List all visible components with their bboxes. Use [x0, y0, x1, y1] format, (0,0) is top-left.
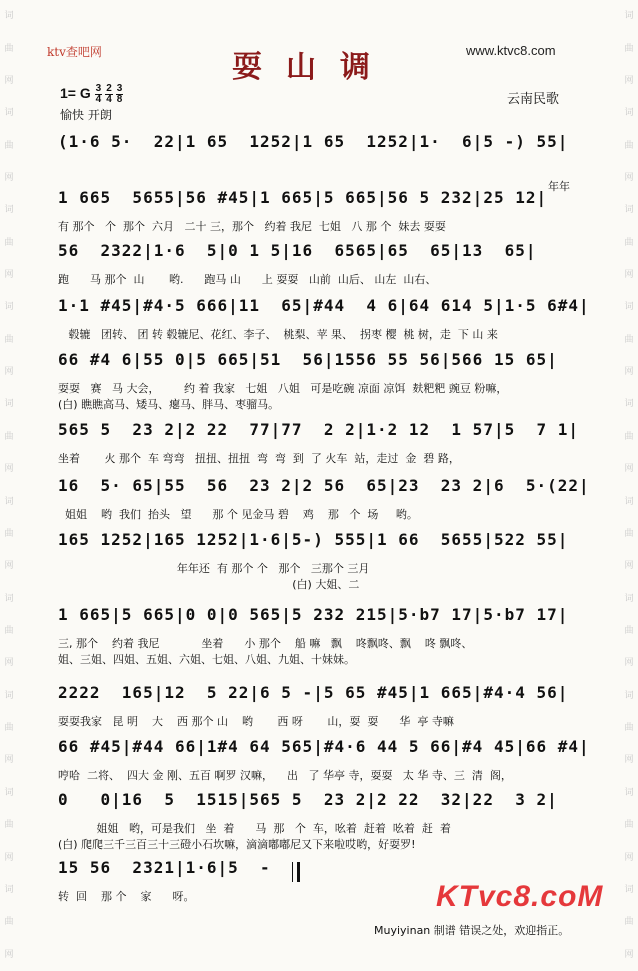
side-mark: 曲: [4, 237, 14, 248]
side-mark: 网: [4, 172, 14, 183]
lyrics-text: (白) 大姐、二: [58, 578, 360, 591]
lyrics-text: 毂辘 团转、 团 转 毂辘尼、花红、李子、 桃梨、苹 果、 拐枣 樱 桃 树，走 下 山 来: [58, 328, 498, 341]
side-mark: 曲: [624, 43, 634, 54]
notation-text: 66 #4 6|55 0|5 665|51 56|1556 55 56|566 15 65|: [58, 350, 558, 369]
time-sig-num: 2: [106, 83, 112, 94]
side-mark: 网: [4, 852, 14, 863]
lyrics-text: 跑 马 那个 山 哟. 跑马 山 上 耍耍 山前 山后、 山左 山右、: [58, 273, 437, 286]
notation-text: 56 2322|1·6 5|0 1 5|16 6565|65 65|13 65|: [58, 241, 537, 260]
song-origin: 云南民歌: [507, 92, 560, 107]
side-mark: 词: [4, 108, 14, 119]
side-mark: 网: [624, 561, 634, 572]
side-mark: 词: [624, 593, 634, 604]
side-mark: 曲: [4, 431, 14, 442]
side-mark: 曲: [624, 820, 634, 831]
side-mark: 曲: [624, 917, 634, 928]
side-mark: 词: [624, 108, 634, 119]
side-mark: 词: [4, 205, 14, 216]
side-mark: 曲: [4, 820, 14, 831]
watermark-ktv: ktv查吧网: [47, 45, 102, 59]
side-mark: 词: [624, 205, 634, 216]
credit-line: Muyiyinan 制谱 错误之处，欢迎指正。: [374, 924, 570, 937]
time-sig-num: 3: [95, 83, 102, 94]
lyrics-text: 哼哈 二将、 四大 金 刚、五百 啊罗 汉嘛， 出 了 华亭 寺，耍耍 太 华 寺、三 清 阁，: [58, 769, 512, 782]
side-mark: 网: [624, 852, 634, 863]
notation-text: 1 665|5 665|0 0|0 565|5 232 215|5·b7 17|5·b7 17|: [58, 605, 569, 624]
side-mark: 词: [4, 593, 14, 604]
side-mark: 曲: [4, 43, 14, 54]
side-mark: 网: [624, 172, 634, 183]
lyrics-text: 耍耍我家 昆 明 大 西 那个 山 哟 西 呀 山，耍 耍 华 亭 寺嘛: [58, 715, 454, 728]
side-mark: 词: [624, 11, 634, 22]
side-mark: 词: [624, 302, 634, 313]
time-sig-den: 4: [106, 94, 112, 105]
side-mark: 网: [4, 464, 14, 475]
side-mark: 网: [4, 658, 14, 669]
side-mark: 曲: [4, 528, 14, 539]
side-mark: 网: [4, 367, 14, 378]
side-mark: 词: [4, 302, 14, 313]
side-mark: 曲: [4, 334, 14, 345]
side-mark: 网: [4, 755, 14, 766]
lyrics-text: 姐、三姐、四姐、五姐、六姐、七姐、八姐、九姐、十妹妹。: [58, 653, 355, 666]
side-mark: 词: [4, 399, 14, 410]
side-mark: 网: [4, 75, 14, 86]
notation-text: 1·1 #45|#4·5 666|11 65|#44 4 6|64 614 5|1·5 6#4|: [58, 296, 590, 315]
side-mark: 曲: [624, 334, 634, 345]
lyrics-text: 耍耍 赛 马 大会， 约 着 我家 七姐 八姐 可是吃碗 凉面 凉饵 麸粑粑 豌豆 粉嘛，: [58, 382, 508, 395]
side-mark: 网: [4, 270, 14, 281]
side-mark: 词: [624, 884, 634, 895]
lyrics-text: 姐姐 哟 我们 抬头 望 那 个 见金马 碧 鸡 那 个 场 哟。: [58, 508, 418, 521]
key-signature: [60, 84, 126, 105]
lyrics-text: (白) 瞧瞧高马、矮马、瘪马、胖马、枣骝马。: [58, 398, 280, 411]
side-mark: 词: [4, 690, 14, 701]
time-sig-num: 3: [116, 83, 123, 94]
side-mark: 曲: [4, 140, 14, 151]
side-mark: 曲: [624, 237, 634, 248]
notation-text: 0 0|16 5 1515|565 5 23 2|2 22 32|22 3 2|: [58, 790, 558, 809]
side-mark: 网: [624, 658, 634, 669]
side-watermark-right: [622, 0, 636, 971]
side-mark: 曲: [624, 431, 634, 442]
ktvc8-logo: KTvc8.coM: [436, 880, 604, 913]
side-mark: 词: [4, 787, 14, 798]
final-barline-thick: [297, 862, 300, 882]
side-mark: 词: [4, 496, 14, 507]
side-mark: 网: [624, 755, 634, 766]
time-signature: [105, 84, 113, 105]
side-mark: 词: [4, 884, 14, 895]
lyrics-text: 年年还 有 那个 个 那个 三那个 三月: [58, 562, 370, 575]
side-watermark-left: [2, 0, 16, 971]
lyrics-text: 坐着 火 那个 车 弯弯 扭扭、扭扭 弯 弯 到 了 火车 站，走过 金 碧 路，: [58, 452, 460, 465]
side-mark: 词: [4, 11, 14, 22]
notation-text: 15 56 2321|1·6|5 -: [58, 858, 271, 877]
side-mark: 曲: [624, 140, 634, 151]
site-url[interactable]: www.ktvc8.com: [466, 43, 556, 58]
side-mark: 曲: [624, 626, 634, 636]
side-mark: 词: [624, 399, 634, 410]
notation-text: (1·6 5· 22|1 65 1252|1 65 1252|1· 6|5 -) 55|: [58, 132, 569, 151]
lyrics-text: (白) 爬爬三千三百三十三磴小石坎嘛，滴滴嘟嘟尼又下来啦哎哟，好耍罗!: [58, 838, 416, 851]
time-signatures: [95, 83, 127, 105]
notation-text: 66 #45|#44 66|1#4 64 565|#4·6 44 5 66|#4 45|66 #4|: [58, 737, 590, 756]
side-mark: 词: [624, 496, 634, 507]
time-sig-den: 4: [95, 94, 102, 105]
side-mark: 网: [624, 270, 634, 281]
song-title: 耍山调: [232, 50, 394, 85]
side-mark: 网: [4, 949, 14, 960]
side-mark: 网: [624, 75, 634, 86]
side-mark: 曲: [624, 723, 634, 734]
lyrics-text: 三, 那个 约着 我尼 坐着 小 那个 船 嘛 飘 咚飘咚、飘 咚 飘咚、: [58, 637, 473, 650]
notation-text: 16 5· 65|55 56 23 2|2 56 65|23 23 2|6 5·(22|: [58, 476, 590, 495]
lyrics-text: 姐姐 哟，可是我们 坐 着 马 那 个 车，吆着 赶着 吆着 赶 着: [58, 822, 451, 835]
side-mark: 网: [624, 464, 634, 475]
notation-text: 2222 165|12 5 22|6 5 -|5 65 #45|1 665|#4·4 56|: [58, 683, 569, 702]
side-mark: 曲: [4, 917, 14, 928]
side-mark: 词: [624, 787, 634, 798]
lyrics-text: 有 那个 个 那个 六月 二十 三，那个 约着 我尼 七姐 八 那 个 妹去 耍耍: [58, 220, 446, 233]
side-mark: 曲: [624, 528, 634, 539]
time-sig-den: 8: [116, 94, 123, 105]
side-mark: 词: [624, 690, 634, 701]
final-barline-thin: [292, 862, 293, 882]
key-label: 1= G: [60, 85, 91, 102]
lyrics-text: 年年: [548, 180, 570, 193]
side-mark: 曲: [4, 723, 14, 734]
time-signature: [116, 84, 124, 105]
side-mark: 网: [624, 367, 634, 378]
tempo-marking: 愉快 开朗: [60, 108, 112, 122]
side-mark: 网: [4, 561, 14, 572]
side-mark: 曲: [4, 626, 14, 636]
lyrics-text: 转 回 那 个 家 呀。: [58, 890, 195, 903]
time-signature: [95, 84, 103, 105]
notation-text: 565 5 23 2|2 22 77|77 2 2|1·2 12 1 57|5 7 1|: [58, 420, 580, 439]
side-mark: 网: [624, 949, 634, 960]
notation-text: 1 665 5655|56 #45|1 665|5 665|56 5 232|25 12|: [58, 188, 548, 207]
notation-text: 165 1252|165 1252|1·6|5-) 555|1 66 5655|522 55|: [58, 530, 569, 549]
